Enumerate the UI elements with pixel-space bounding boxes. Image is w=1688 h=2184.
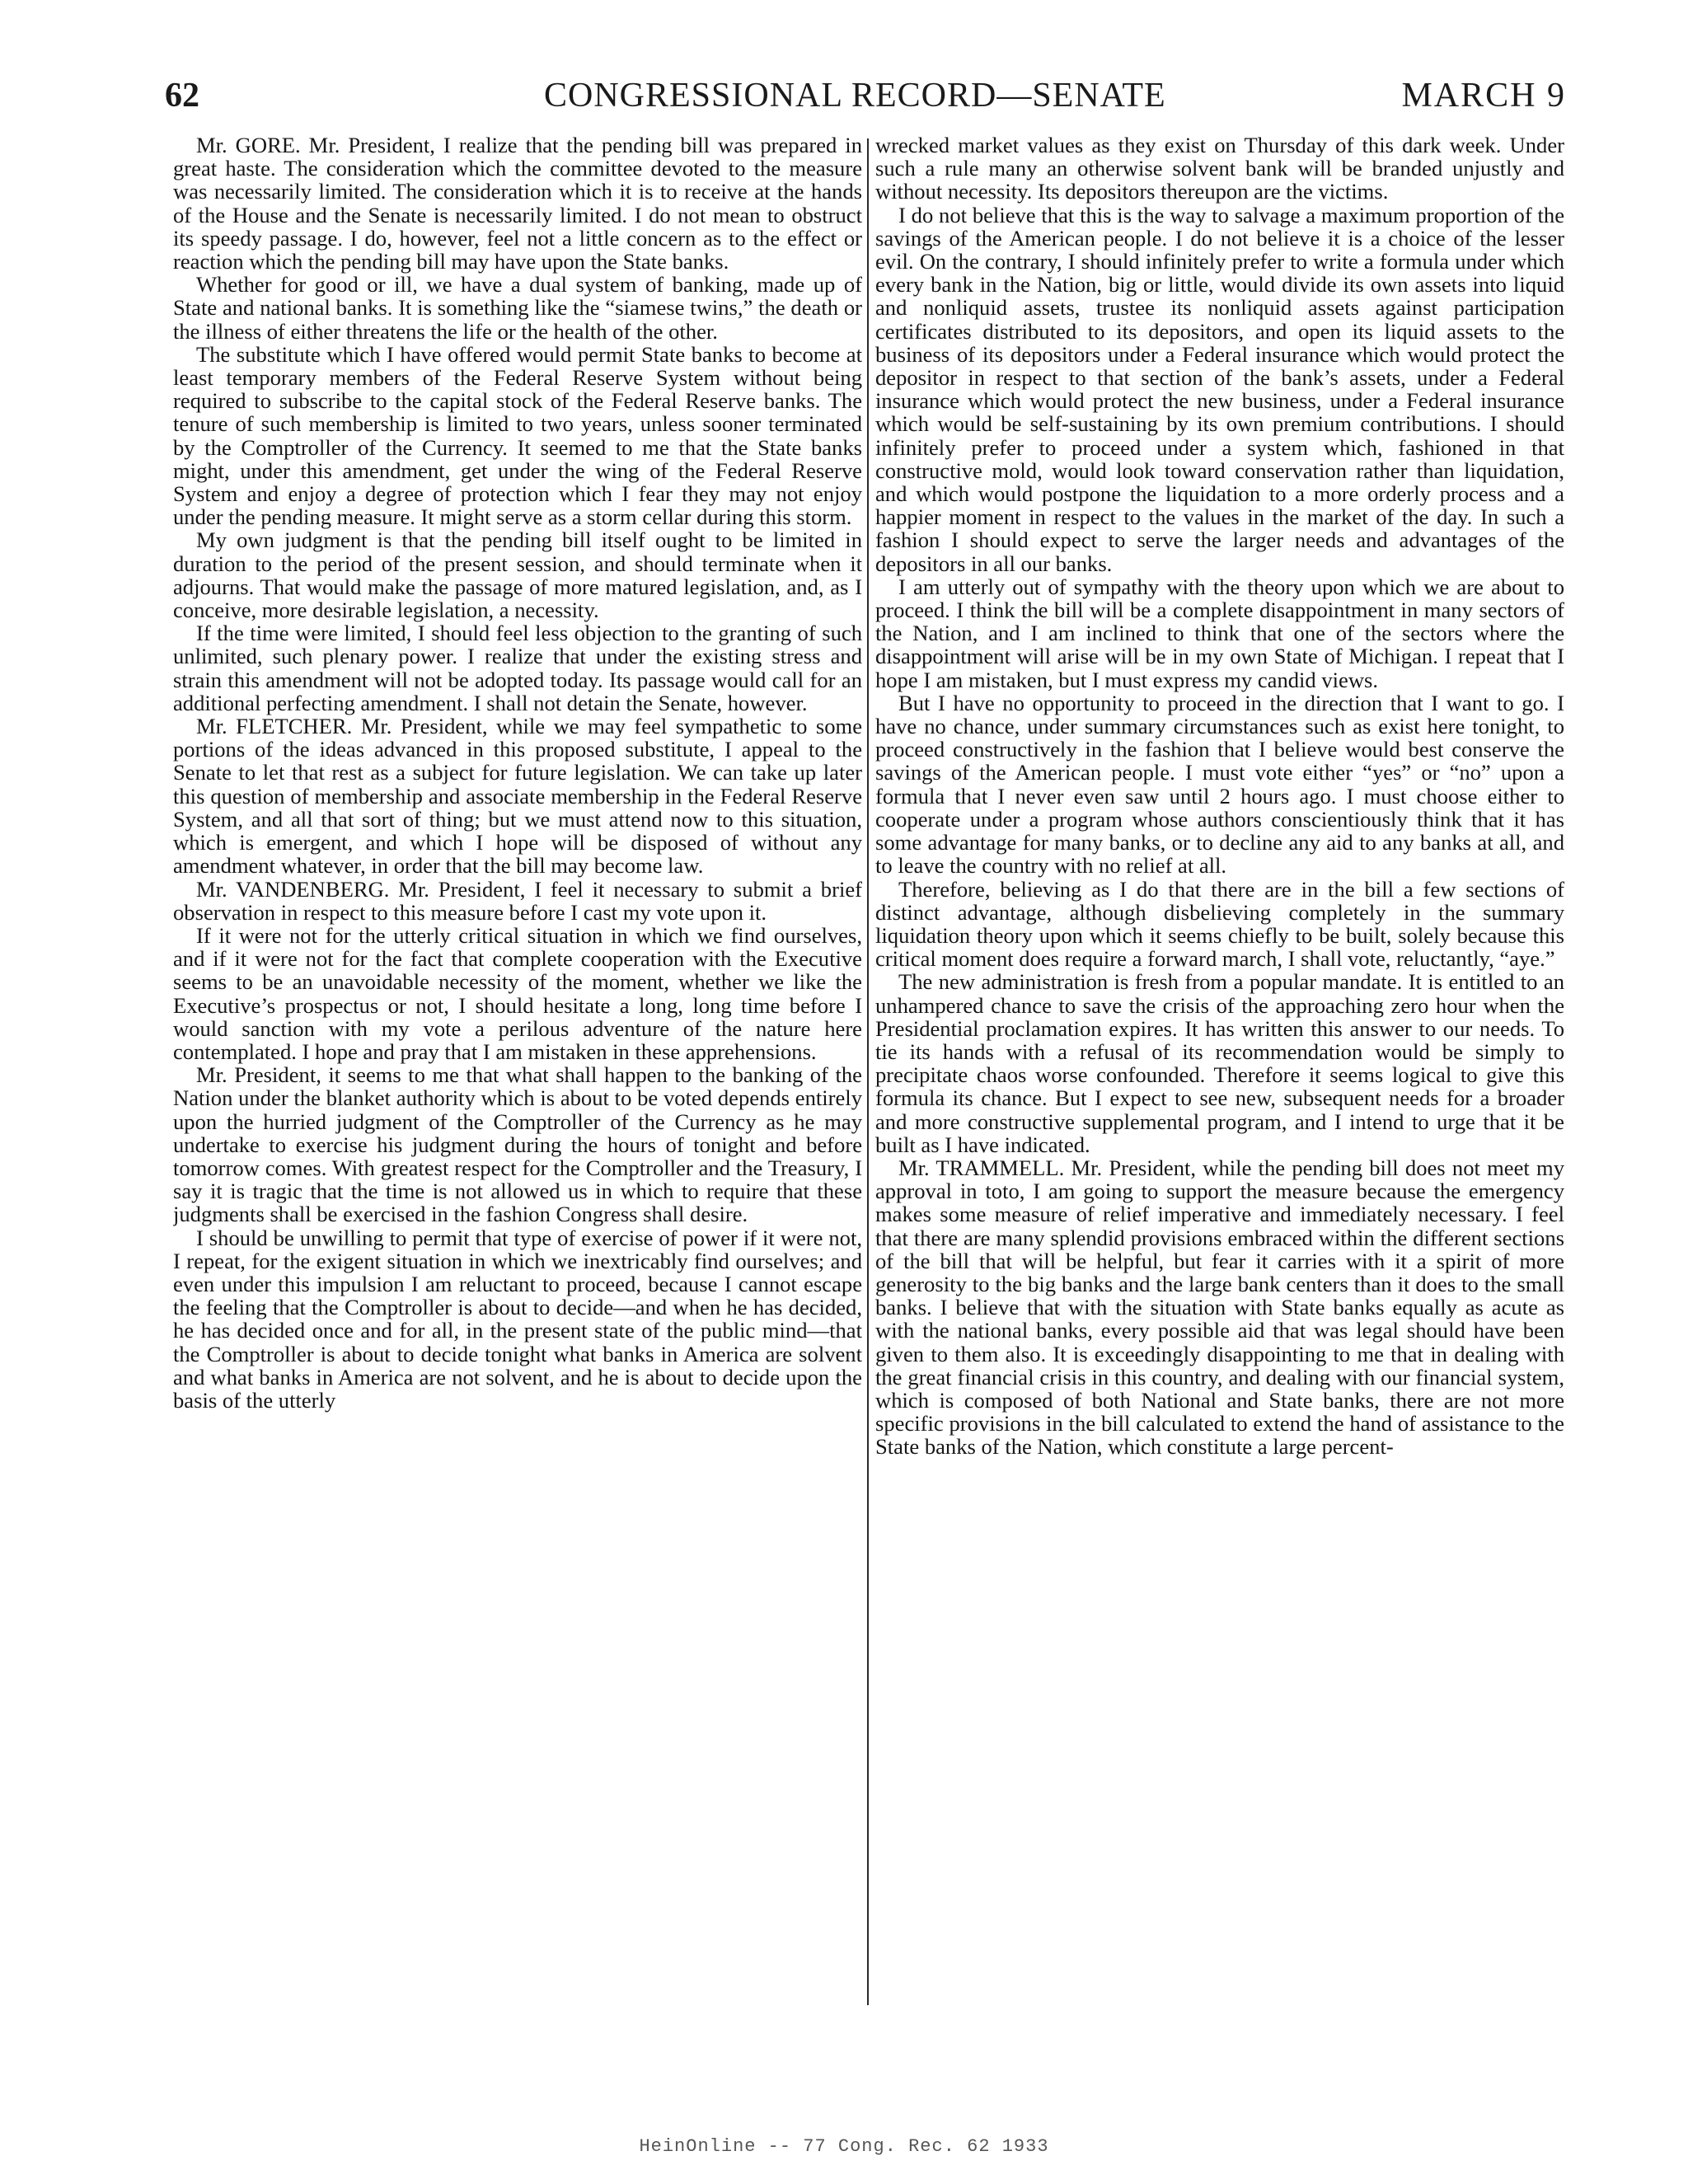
paragraph: If the time were limited, I should feel less objection to the granting of such unlimited, such plenary power. I realize that under the existing stress and strain this amendment will not be adopted today. Its passage would call for an additional perfecting amendment. I shall not detain the Senate, however.: [173, 621, 862, 715]
page-header: [165, 76, 1566, 125]
paragraph: I should be unwilling to permit that type of exercise of power if it were not, I repeat, for the exigent situation in which we inextricably find ourselves; and even under this impulsion I am reluctant to proceed, because I cannot escape the feeling that the Comptroller is about to decide—and when he has decided, he has decided once and for all, in the present state of the public mind—that the Comptroller is about to decide tonight what banks in America are solvent and what banks in America are not solvent, and he is about to decide upon the basis of the utterly: [173, 1225, 862, 1413]
paragraph: But I have no opportunity to proceed in the direction that I want to go. I have no chance, under summary circumstances such as exist here tonight, to proceed constructively in the fashion that I believe would best conserve the savings of the American people. I must vote either “yes” or “no” upon a formula that I never even saw until 2 hours ago. I must choose either to cooperate under a program whose authors conscientiously think that it has some advantage for many banks, or to decline any aid to any banks at all, and to leave the country with no relief at all.: [875, 690, 1564, 879]
paragraph: Therefore, believing as I do that there are in the bill a few sections of distinct advantage, although disbelieving completely in the summary liquidation theory upon which it seems chiefly to be built, solely because this critical moment does require a forward march, I shall vote, reluctantly, “aye.”: [875, 876, 1564, 972]
page-number: 62: [165, 77, 199, 115]
paragraph: Mr. FLETCHER. Mr. President, while we may feel sympathetic to some portions of the ideas advanced in this proposed substitute, I appeal to the Senate to let that rest as a subject for future legislation. We can take up later this question of membership and associate membership in the Federal Reserve System, and all that sort of thing; but we must attend now to this situation, which is emergent, and which I hope will be disposed of without any amendment whatever, in order that the bill may become law.: [173, 714, 862, 879]
paragraph: wrecked market values as they exist on Thursday of this dark week. Under such a rule many an otherwise solvent bank will be branded unjustly and without necessity. Its depositors thereupon are the victims.: [875, 134, 1564, 204]
paragraph: I am utterly out of sympathy with the theory upon which we are about to proceed. I think the bill will be a complete disappointment in many sectors of the Nation, and I am inclined to think that one of the sectors where the disappointment will arise will be in my own State of Michigan. I repeat that I hope I am mistaken, but I must express my candid views.: [875, 574, 1564, 692]
left-column: [173, 134, 862, 2013]
publication-title: CONGRESSIONAL RECORD—SENATE: [544, 77, 1166, 115]
issue-date: MARCH 9: [1401, 77, 1566, 115]
paragraph: My own judgment is that the pending bill itself ought to be limited in duration to the period of the present session, and should terminate when it adjourns. That would make the passage of more matured legislation, and, as I conceive, more desirable legislation, a necessity.: [173, 527, 862, 623]
source-footer: HeinOnline -- 77 Cong. Rec. 62 1933: [639, 2136, 1049, 2157]
paragraph: Whether for good or ill, we have a dual system of banking, made up of State and national banks. It is something like the “siamese twins,” the death or the illness of either threatens the life or the health of the other.: [173, 272, 862, 344]
column-divider: [867, 138, 869, 2005]
right-column: [875, 134, 1564, 2013]
paragraph: I do not believe that this is the way to salvage a maximum proportion of the savings of the American people. I do not believe it is a choice of the lesser evil. On the contrary, I should infinitely prefer to write a formula under which every bank in the Nation, big or little, would divide its own assets into liquid and nonliquid assets, trustee its nonliquid assets against participation certificates distributed to its depositors, and open its liquid assets to the business of its depositors under a Federal insurance which would protect the depositor in respect to that section of the bank’s assets, under a Federal insurance which would protect the new business, under a Federal insurance which would be self-sustaining by its own premium contributions. I should infinitely prefer to proceed under a system which, fashioned in that constructive mold, would look toward conservation rather than liquidation, and which would postpone the liquidation to a more orderly process and a happier moment in respect to the values in the market of the day. In such a fashion I should expect to serve the larger needs and advantages of the depositors in all our banks.: [875, 202, 1564, 576]
paragraph: If it were not for the utterly critical situation in which we find ourselves, and if it were not for the fact that complete cooperation with the Executive seems to be an unavoidable necessity of the moment, whether we like the Executive’s prospectus or not, I should hesitate a long, long time before I would sanction with my vote a perilous adventure of the nature here contemplated. I hope and pray that I am mistaken in these apprehensions.: [173, 922, 862, 1064]
paragraph: Mr. President, it seems to me that what shall happen to the banking of the Nation under the blanket authority which is about to be voted depends entirely upon the hurried judgment of the Comptroller of the Currency as he may undertake to exercise his judgment during the hours of tonight and before tomorrow comes. With greatest respect for the Comptroller and the Treasury, I say it is tragic that the time is not allowed us in which to require that these judgments shall be exercised in the fashion Congress shall desire.: [173, 1062, 862, 1227]
paragraph: Mr. TRAMMELL. Mr. President, while the pending bill does not meet my approval in toto, I am going to support the measure because the emergency makes some measure of relief imperative and immediately necessary. I feel that there are many splendid provisions embraced within the different sections of the bill that will be helpful, but fear it carries with it a spirit of more generosity to the big banks and the large bank centers than it does to the small banks. I believe that with the situation with State banks equally as acute as with the national banks, every possible aid that was legal should have been given to them also. It is exceedingly disappointing to me that in dealing with the great financial crisis in this country, and dealing with our financial system, which is composed of both National and State banks, there are not more specific provisions in the bill calculated to extend the hand of assistance to the State banks of the Nation, which constitute a large percent-: [875, 1155, 1564, 1460]
paragraph: The new administration is fresh from a popular mandate. It is entitled to an unhampered chance to save the crisis of the approaching zero hour when the Presidential proclamation expires. It has written this answer to our needs. To tie its hands with a refusal of its recommendation would be simply to precipitate chaos worse confounded. Therefore it seems logical to give this formula its chance. But I expect to see new, subsequent needs for a broader and more constructive supplemental program, and I intend to urge that it be built as I have indicated.: [875, 969, 1564, 1157]
paragraph: The substitute which I have offered would permit State banks to become at least temporary members of the Federal Reserve System without being required to subscribe to the capital stock of the Federal Reserve banks. The tenure of such membership is limited to two years, unless sooner terminated by the Comptroller of the Currency. It seemed to me that the State banks might, under this amendment, get under the wing of the Federal Reserve System and enjoy a degree of protection which I fear they may not enjoy under the pending measure. It might serve as a storm cellar during this storm.: [173, 341, 862, 530]
paragraph: Mr. VANDENBERG. Mr. President, I feel it necessary to submit a brief observation in respect to this measure before I cast my vote upon it.: [173, 876, 862, 925]
paragraph: Mr. GORE. Mr. President, I realize that the pending bill was prepared in great haste. The consideration which the committee devoted to the measure was necessarily limited. The consideration which it is to receive at the hands of the House and the Senate is necessarily limited. I do not mean to obstruct its speedy passage. I do, however, feel not a little concern as to the effect or reaction which the pending bill may have upon the State banks.: [173, 134, 862, 274]
